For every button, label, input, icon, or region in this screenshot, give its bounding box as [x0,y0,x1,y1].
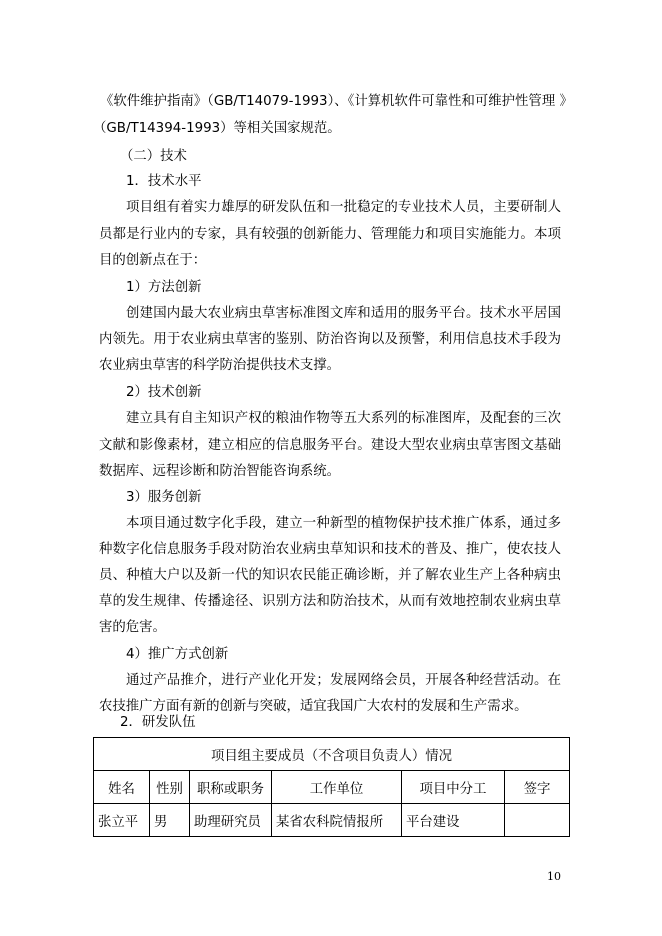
cell-role: 平台建设 [402,804,505,837]
header-signature: 签字 [505,771,570,804]
page-number: 10 [547,870,561,883]
cell-gender: 男 [150,804,190,837]
header-gender: 性别 [150,771,190,804]
text-line: 项目组有着实力雄厚的研发队伍和一批稳定的专业技术人员，主要研制人 [126,200,561,215]
team-members-table [93,737,570,837]
cell-title: 助理研究员 [190,804,272,837]
section-heading: （二）技术 [120,149,187,164]
cell-signature [505,804,570,837]
header-title: 职称或职务 [190,771,272,804]
header-workplace: 工作单位 [272,771,402,804]
table-title: 项目组主要成员（不含项目负责人）情况 [94,738,570,771]
header-role: 项目中分工 [402,771,505,804]
item-heading: 2）技术创新 [126,385,202,400]
text-line: 目的创新点在于： [99,253,207,268]
text-line: 数据库、远程诊断和防治智能咨询系统。 [99,464,341,479]
text-line: 内领先。用于农业病虫草害的鉴别、防治咨询以及预警，利用信息技术手段为 [99,332,561,347]
text-line: 农技推广方面有新的创新与突破，适宜我国广大农村的发展和生产需求。 [99,699,528,714]
text-line: 员、种植大户以及新一代的知识农民能正确诊断，并了解农业生产上各种病虫 [99,568,561,583]
text-line: 《软件维护指南》（GB/T14079-1993）、《计算机软件可靠性和可维护性管理 》 [100,94,573,109]
text-line: （GB/T14394-1993）等相关国家规范。 [93,121,341,136]
text-line: 通过产品推介，进行产业化开发；发展网络会员，开展各种经营活动。在 [126,673,561,688]
text-line: 创建国内最大农业病虫草害标准图文库和适用的服务平台。技术水平居国 [126,306,561,321]
table-title-row [94,738,570,771]
item-heading: 1）方法创新 [126,280,202,295]
text-line: 草的发生规律、传播途径、识别方法和防治技术，从而有效地控制农业病虫草 [99,594,561,609]
item-heading: 4）推广方式创新 [126,647,229,662]
table-header-row [94,771,570,804]
text-line: 文献和影像素材，建立相应的信息服务平台。建设大型农业病虫草害图文基础 [99,438,561,453]
cell-workplace: 某省农科院情报所 [272,804,402,837]
text-line: 建立具有自主知识产权的粮油作物等五大系列的标准图库，及配套的三次 [126,411,561,426]
subsection-heading: 1．技术水平 [126,174,202,189]
subsection-heading: 2．研发队伍 [120,715,196,730]
item-heading: 3）服务创新 [126,490,202,505]
text-line: 害的危害。 [99,620,166,635]
table-row [94,804,570,837]
text-line: 员都是行业内的专家，具有较强的创新能力、管理能力和项目实施能力。本项 [99,227,561,242]
text-line: 种数字化信息服务手段对防治农业病虫草知识和技术的普及、推广，使农技人 [99,542,561,557]
text-line: 本项目通过数字化手段，建立一种新型的植物保护技术推广体系，通过多 [126,516,561,531]
cell-name: 张立平 [94,804,150,837]
text-line: 农业病虫草害的科学防治提供技术支撑。 [99,358,341,373]
header-name: 姓名 [94,771,150,804]
